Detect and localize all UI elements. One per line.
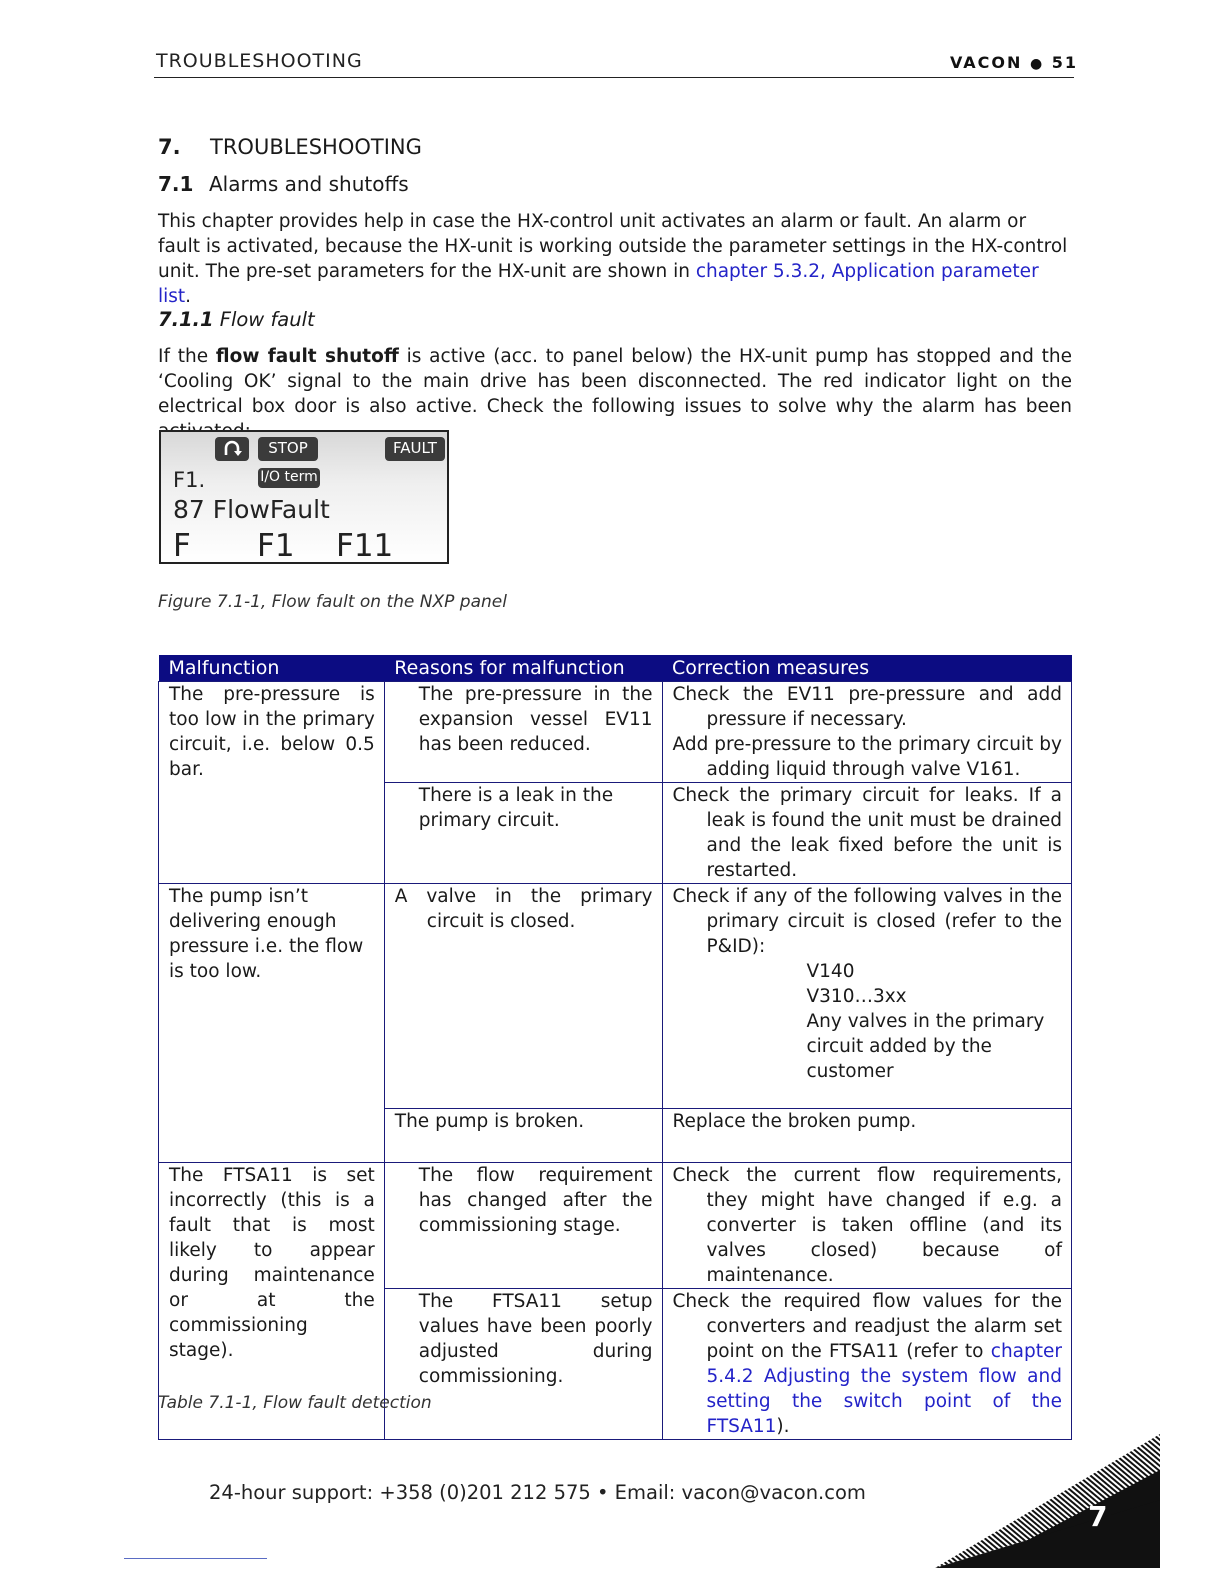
reason-cell: There is a leak in the primary circuit. <box>384 783 662 884</box>
rotation-icon <box>215 437 249 461</box>
section-number: 7.1 <box>158 172 194 196</box>
reason-cell: The flow requirement has changed after the commissioning stage. <box>384 1163 662 1289</box>
io-term-indicator: I/O term <box>258 468 320 488</box>
chapter-tab-number: 7 <box>1088 1500 1108 1533</box>
section-title: Alarms and shutoffs <box>209 172 409 196</box>
running-header-brand-page <box>950 53 1078 72</box>
subsection-title: Flow fault <box>219 308 315 331</box>
subsection-heading <box>158 308 315 331</box>
nxp-panel-display <box>159 430 449 564</box>
valve-item: V310…3xx <box>806 986 907 1007</box>
header-measures: Correction measures <box>662 655 1072 682</box>
measure-cell: Replace the broken pump. <box>662 1109 1072 1163</box>
bullet-separator: ● <box>1029 56 1045 72</box>
section-heading <box>158 172 409 196</box>
footnote-rule <box>124 1558 267 1559</box>
panel-line-2: 87 FlowFault <box>173 495 330 524</box>
reason-cell: The pre-pressure in the expansion vessel EV11 has been reduced. <box>384 682 662 783</box>
measure-cell: Check the required flow values for the converters and readjust the alarm set point on the FTSA11 (refer to chapter 5.4.2 Adjusting the system flow and setting the switch point of the FTSA11). <box>662 1289 1072 1440</box>
chapter-tab-graphic <box>935 1430 1165 1570</box>
malfunction-cell: The FTSA11 is set incorrectly (this is a fault that is most likely to appear during maintenance or at the commissioning stage). <box>159 1163 385 1440</box>
reason-cell: A valve in the primary circuit is closed. <box>384 884 662 1109</box>
measure-cell: Check if any of the following valves in the primary circuit is closed (refer to the P&ID): V140 V310…3xx Any valves in the primary circuit added by the customer <box>662 884 1072 1109</box>
subsection-number: 7.1.1 <box>158 308 214 331</box>
header-reasons: Reasons for malfunction <box>384 655 662 682</box>
malfunction-cell: The pre-pressure is too low in the primary circuit, i.e. below 0.5 bar. <box>159 682 385 884</box>
malfunction-cell: The pump isn’t delivering enough pressure i.e. the flow is too low. <box>159 884 385 1163</box>
valve-item: V140 <box>806 961 855 982</box>
header-malfunction: Malfunction <box>159 655 385 682</box>
flow-switch-point-link[interactable]: chapter 5.4.2 Adjusting the system flow and setting the switch point of the FTSA11 <box>706 1341 1062 1437</box>
panel-line-1: F1. <box>173 468 206 492</box>
stop-indicator: STOP <box>258 437 318 461</box>
table-caption: Table 7.1-1, Flow fault detection <box>158 1393 432 1413</box>
support-footer: 24-hour support: +358 (0)201 212 575 • Email: vacon@vacon.com <box>209 1481 866 1504</box>
table-row <box>159 884 1072 1109</box>
reason-cell: The FTSA11 setup values have been poorly adjusted during commissioning. <box>384 1289 662 1440</box>
chapter-title: TROUBLESHOOTING <box>210 135 422 159</box>
measure-cell: Check the primary circuit for leaks. If a leak is found the unit must be drained and the leak fixed before the unit is restarted. <box>662 783 1072 884</box>
figure-caption: Figure 7.1-1, Flow fault on the NXP panel <box>158 592 507 612</box>
page-number: 51 <box>1051 53 1078 72</box>
flow-fault-paragraph: If the flow fault shutoff is active (acc. to panel below) the HX-unit pump has stopped and the ‘Cooling OK’ signal to the main drive has been disconnected. The red indicator light on the electrical box door is also active. Check the following issues to solve why the alarm has been <box>158 346 1073 417</box>
chapter-number: 7. <box>158 135 181 159</box>
panel-line-3-b: F1 <box>257 528 295 564</box>
reason-cell: The pump is broken. <box>384 1109 662 1163</box>
header-rule <box>154 77 1074 78</box>
flow-fault-table <box>158 655 1072 1440</box>
intro-paragraph: This chapter provides help in case the HX-control unit activates an alarm or fault. An alarm or fault is activated, because the HX-unit is working outside the parameter settings in the HX-control unit. The pre-set parameters for the HX-unit are shown in chapter 5.3.2, Application parameter list. <box>158 211 1068 307</box>
table-header-row <box>159 655 1072 682</box>
fault-indicator: FAULT <box>385 437 445 461</box>
parameter-list-link[interactable]: chapter 5.3.2, Application parameter list <box>158 261 1039 307</box>
flow-fault-shutoff-term: flow fault shutoff <box>215 346 399 367</box>
chapter-heading <box>158 135 422 159</box>
panel-line-3-a: F <box>173 528 191 564</box>
measure-cell: Check the current flow requirements, they might have changed if e.g. a converter is taken offline (and its valves closed) because of maintenance. <box>662 1163 1072 1289</box>
valve-item: Any valves in the primary circuit added by the customer <box>806 1011 1045 1082</box>
panel-line-3-c: F11 <box>336 528 394 564</box>
measure-cell: Check the EV11 pre-pressure and add pressure if necessary. Add pre-pressure to the primary circuit by adding liquid through valve V161. <box>662 682 1072 783</box>
brand-name: VACON <box>949 53 1023 72</box>
running-header-section: TROUBLESHOOTING <box>156 50 363 72</box>
table-row <box>159 682 1072 783</box>
table-row <box>159 1163 1072 1289</box>
